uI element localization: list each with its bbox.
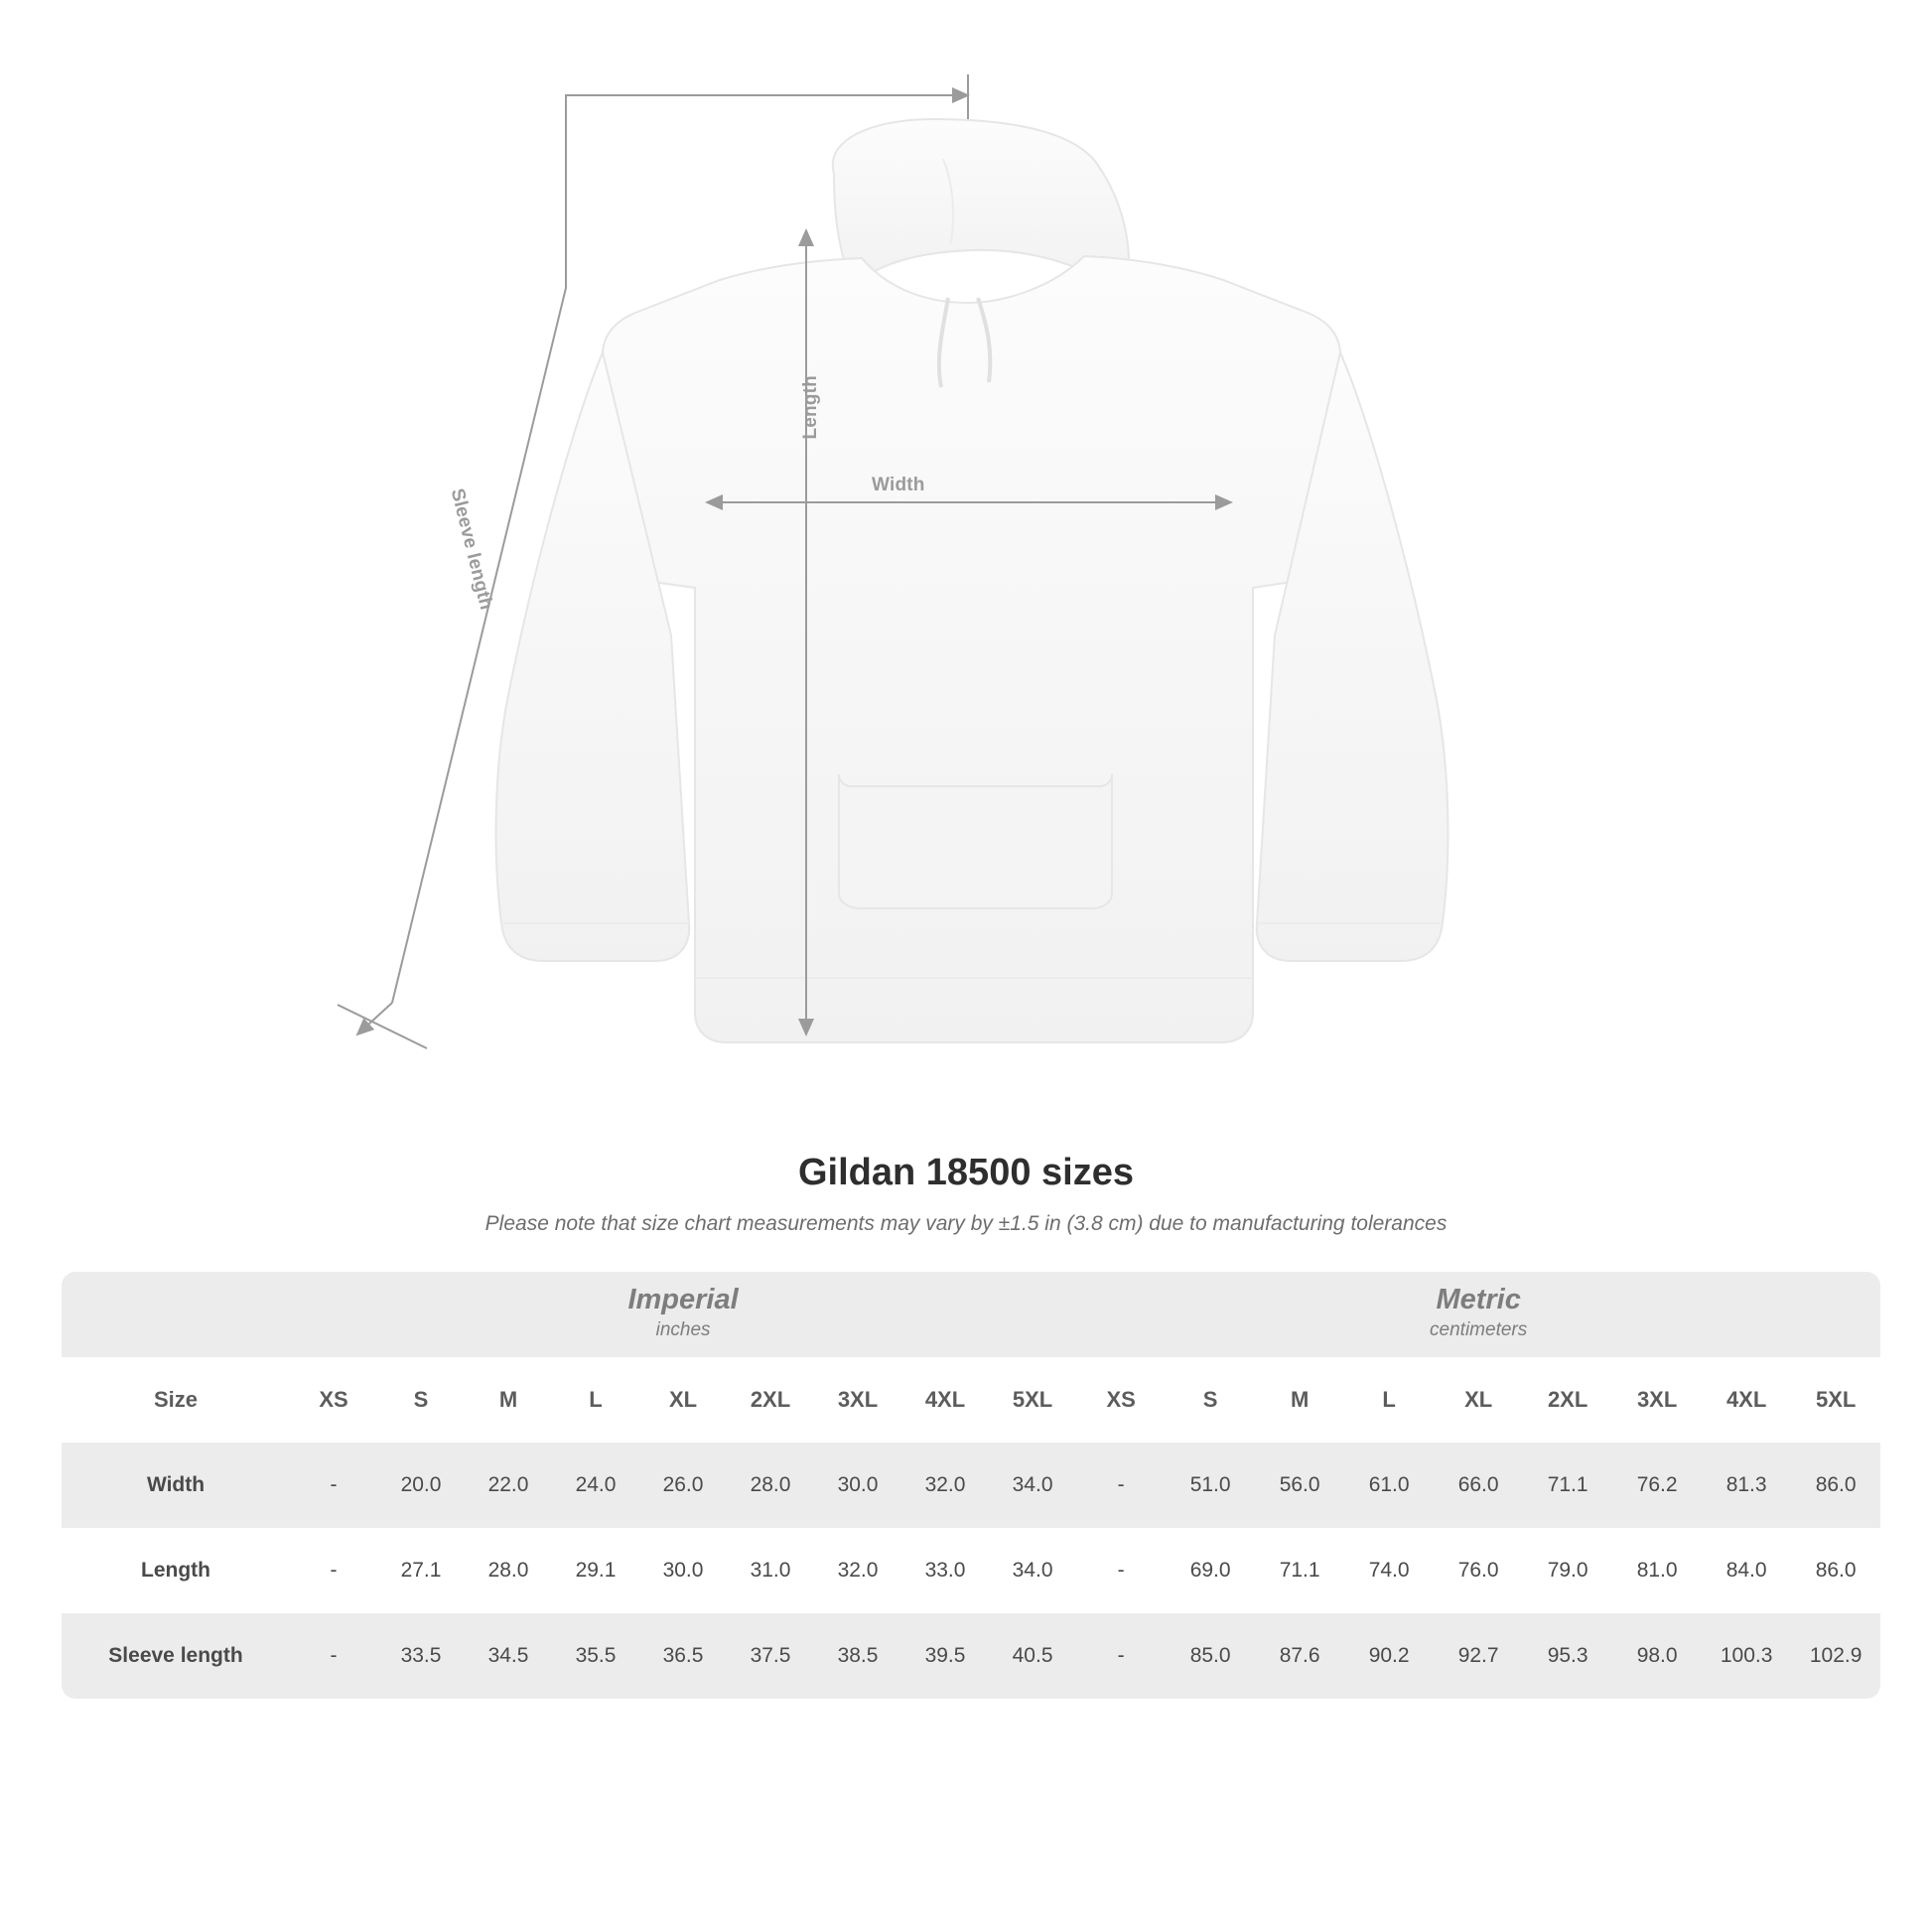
cell-sleeve-met-5xl: 102.9 (1791, 1613, 1880, 1699)
sleeve-length-dimension-label: Sleeve length (446, 486, 497, 613)
cell-width-imp-5xl: 34.0 (989, 1443, 1076, 1528)
page-title: Gildan 18500 sizes (798, 1152, 1134, 1193)
row-label-sleeve-length: Sleeve length (62, 1613, 290, 1699)
cell-sleeve-imp-xs: - (290, 1613, 377, 1699)
cell-length-imp-5xl: 34.0 (989, 1528, 1076, 1613)
length-dimension-label: Length (800, 375, 821, 440)
col-header-imp-5xl: 5XL (989, 1357, 1076, 1443)
cell-length-imp-4xl: 33.0 (901, 1528, 989, 1613)
row-label-length: Length (62, 1528, 290, 1613)
hoodie-graphic (496, 119, 1449, 1042)
cell-width-imp-s: 20.0 (377, 1443, 465, 1528)
cell-length-imp-m: 28.0 (465, 1528, 552, 1613)
col-header-imp-s: S (377, 1357, 465, 1443)
cell-sleeve-imp-s: 33.5 (377, 1613, 465, 1699)
col-header-imp-xs: XS (290, 1357, 377, 1443)
cell-width-met-s: 51.0 (1166, 1443, 1255, 1528)
col-header-imp-l: L (552, 1357, 639, 1443)
col-header-met-3xl: 3XL (1612, 1357, 1702, 1443)
cell-width-met-m: 56.0 (1255, 1443, 1344, 1528)
width-dimension-label: Width (872, 475, 925, 495)
cell-length-met-xl: 76.0 (1434, 1528, 1523, 1613)
col-header-imp-3xl: 3XL (814, 1357, 901, 1443)
cell-width-met-2xl: 71.1 (1523, 1443, 1612, 1528)
cell-width-met-3xl: 76.2 (1612, 1443, 1702, 1528)
cell-sleeve-met-xl: 92.7 (1434, 1613, 1523, 1699)
col-header-met-l: L (1344, 1357, 1434, 1443)
cell-sleeve-imp-5xl: 40.5 (989, 1613, 1076, 1699)
table-row (62, 1528, 1880, 1613)
col-header-imp-2xl: 2XL (727, 1357, 814, 1443)
size-chart-table (62, 1272, 1880, 1699)
cell-sleeve-met-4xl: 100.3 (1702, 1613, 1791, 1699)
size-chart-table-wrap (62, 1272, 1870, 1699)
cell-length-met-3xl: 81.0 (1612, 1528, 1702, 1613)
col-header-imp-4xl: 4XL (901, 1357, 989, 1443)
title-block (0, 1152, 1932, 1236)
col-header-met-4xl: 4XL (1702, 1357, 1791, 1443)
cell-length-imp-xs: - (290, 1528, 377, 1613)
cell-width-met-xl: 66.0 (1434, 1443, 1523, 1528)
cell-length-imp-2xl: 31.0 (727, 1528, 814, 1613)
cell-length-imp-l: 29.1 (552, 1528, 639, 1613)
imperial-unit-sub: inches (655, 1319, 711, 1341)
metric-unit-name: Metric (1436, 1284, 1521, 1316)
cell-width-imp-l: 24.0 (552, 1443, 639, 1528)
cell-width-met-xs: - (1076, 1443, 1166, 1528)
units-header-row (62, 1272, 1880, 1357)
table-row (62, 1613, 1880, 1699)
cell-sleeve-imp-4xl: 39.5 (901, 1613, 989, 1699)
cell-sleeve-imp-3xl: 38.5 (814, 1613, 901, 1699)
col-header-met-s: S (1166, 1357, 1255, 1443)
size-header-row (62, 1357, 1880, 1443)
cell-length-met-4xl: 84.0 (1702, 1528, 1791, 1613)
table-row (62, 1443, 1880, 1528)
cell-length-imp-s: 27.1 (377, 1528, 465, 1613)
cell-width-imp-xs: - (290, 1443, 377, 1528)
cell-width-imp-4xl: 32.0 (901, 1443, 989, 1528)
cell-length-met-5xl: 86.0 (1791, 1528, 1880, 1613)
cell-width-imp-m: 22.0 (465, 1443, 552, 1528)
units-corner-cell (62, 1272, 290, 1357)
size-header-cell: Size (62, 1357, 290, 1443)
cell-sleeve-met-l: 90.2 (1344, 1613, 1434, 1699)
imperial-unit-name: Imperial (627, 1284, 739, 1316)
cell-length-met-m: 71.1 (1255, 1528, 1344, 1613)
cell-length-met-l: 74.0 (1344, 1528, 1434, 1613)
cell-length-met-2xl: 79.0 (1523, 1528, 1612, 1613)
cell-sleeve-met-xs: - (1076, 1613, 1166, 1699)
cell-sleeve-met-s: 85.0 (1166, 1613, 1255, 1699)
cell-length-imp-xl: 30.0 (639, 1528, 727, 1613)
cell-sleeve-met-3xl: 98.0 (1612, 1613, 1702, 1699)
cell-width-imp-2xl: 28.0 (727, 1443, 814, 1528)
cell-length-imp-3xl: 32.0 (814, 1528, 901, 1613)
imperial-unit-header (290, 1272, 1076, 1357)
metric-unit-sub: centimeters (1430, 1319, 1528, 1341)
metric-unit-header (1076, 1272, 1880, 1357)
cell-length-met-xs: - (1076, 1528, 1166, 1613)
cell-width-met-4xl: 81.3 (1702, 1443, 1791, 1528)
page-subtitle: Please note that size chart measurements may vary by ±1.5 in (3.8 cm) due to manufacturing tolerances (484, 1212, 1448, 1235)
row-label-width: Width (62, 1443, 290, 1528)
col-header-imp-xl: XL (639, 1357, 727, 1443)
cell-sleeve-met-2xl: 95.3 (1523, 1613, 1612, 1699)
cell-sleeve-imp-m: 34.5 (465, 1613, 552, 1699)
cell-sleeve-imp-xl: 36.5 (639, 1613, 727, 1699)
col-header-met-xl: XL (1434, 1357, 1523, 1443)
cell-length-met-s: 69.0 (1166, 1528, 1255, 1613)
cell-width-met-5xl: 86.0 (1791, 1443, 1880, 1528)
col-header-met-m: M (1255, 1357, 1344, 1443)
cell-sleeve-met-m: 87.6 (1255, 1613, 1344, 1699)
cell-sleeve-imp-l: 35.5 (552, 1613, 639, 1699)
cell-sleeve-imp-2xl: 37.5 (727, 1613, 814, 1699)
col-header-met-2xl: 2XL (1523, 1357, 1612, 1443)
cell-width-met-l: 61.0 (1344, 1443, 1434, 1528)
cell-width-imp-3xl: 30.0 (814, 1443, 901, 1528)
col-header-met-xs: XS (1076, 1357, 1166, 1443)
cell-width-imp-xl: 26.0 (639, 1443, 727, 1528)
col-header-imp-m: M (465, 1357, 552, 1443)
col-header-met-5xl: 5XL (1791, 1357, 1880, 1443)
